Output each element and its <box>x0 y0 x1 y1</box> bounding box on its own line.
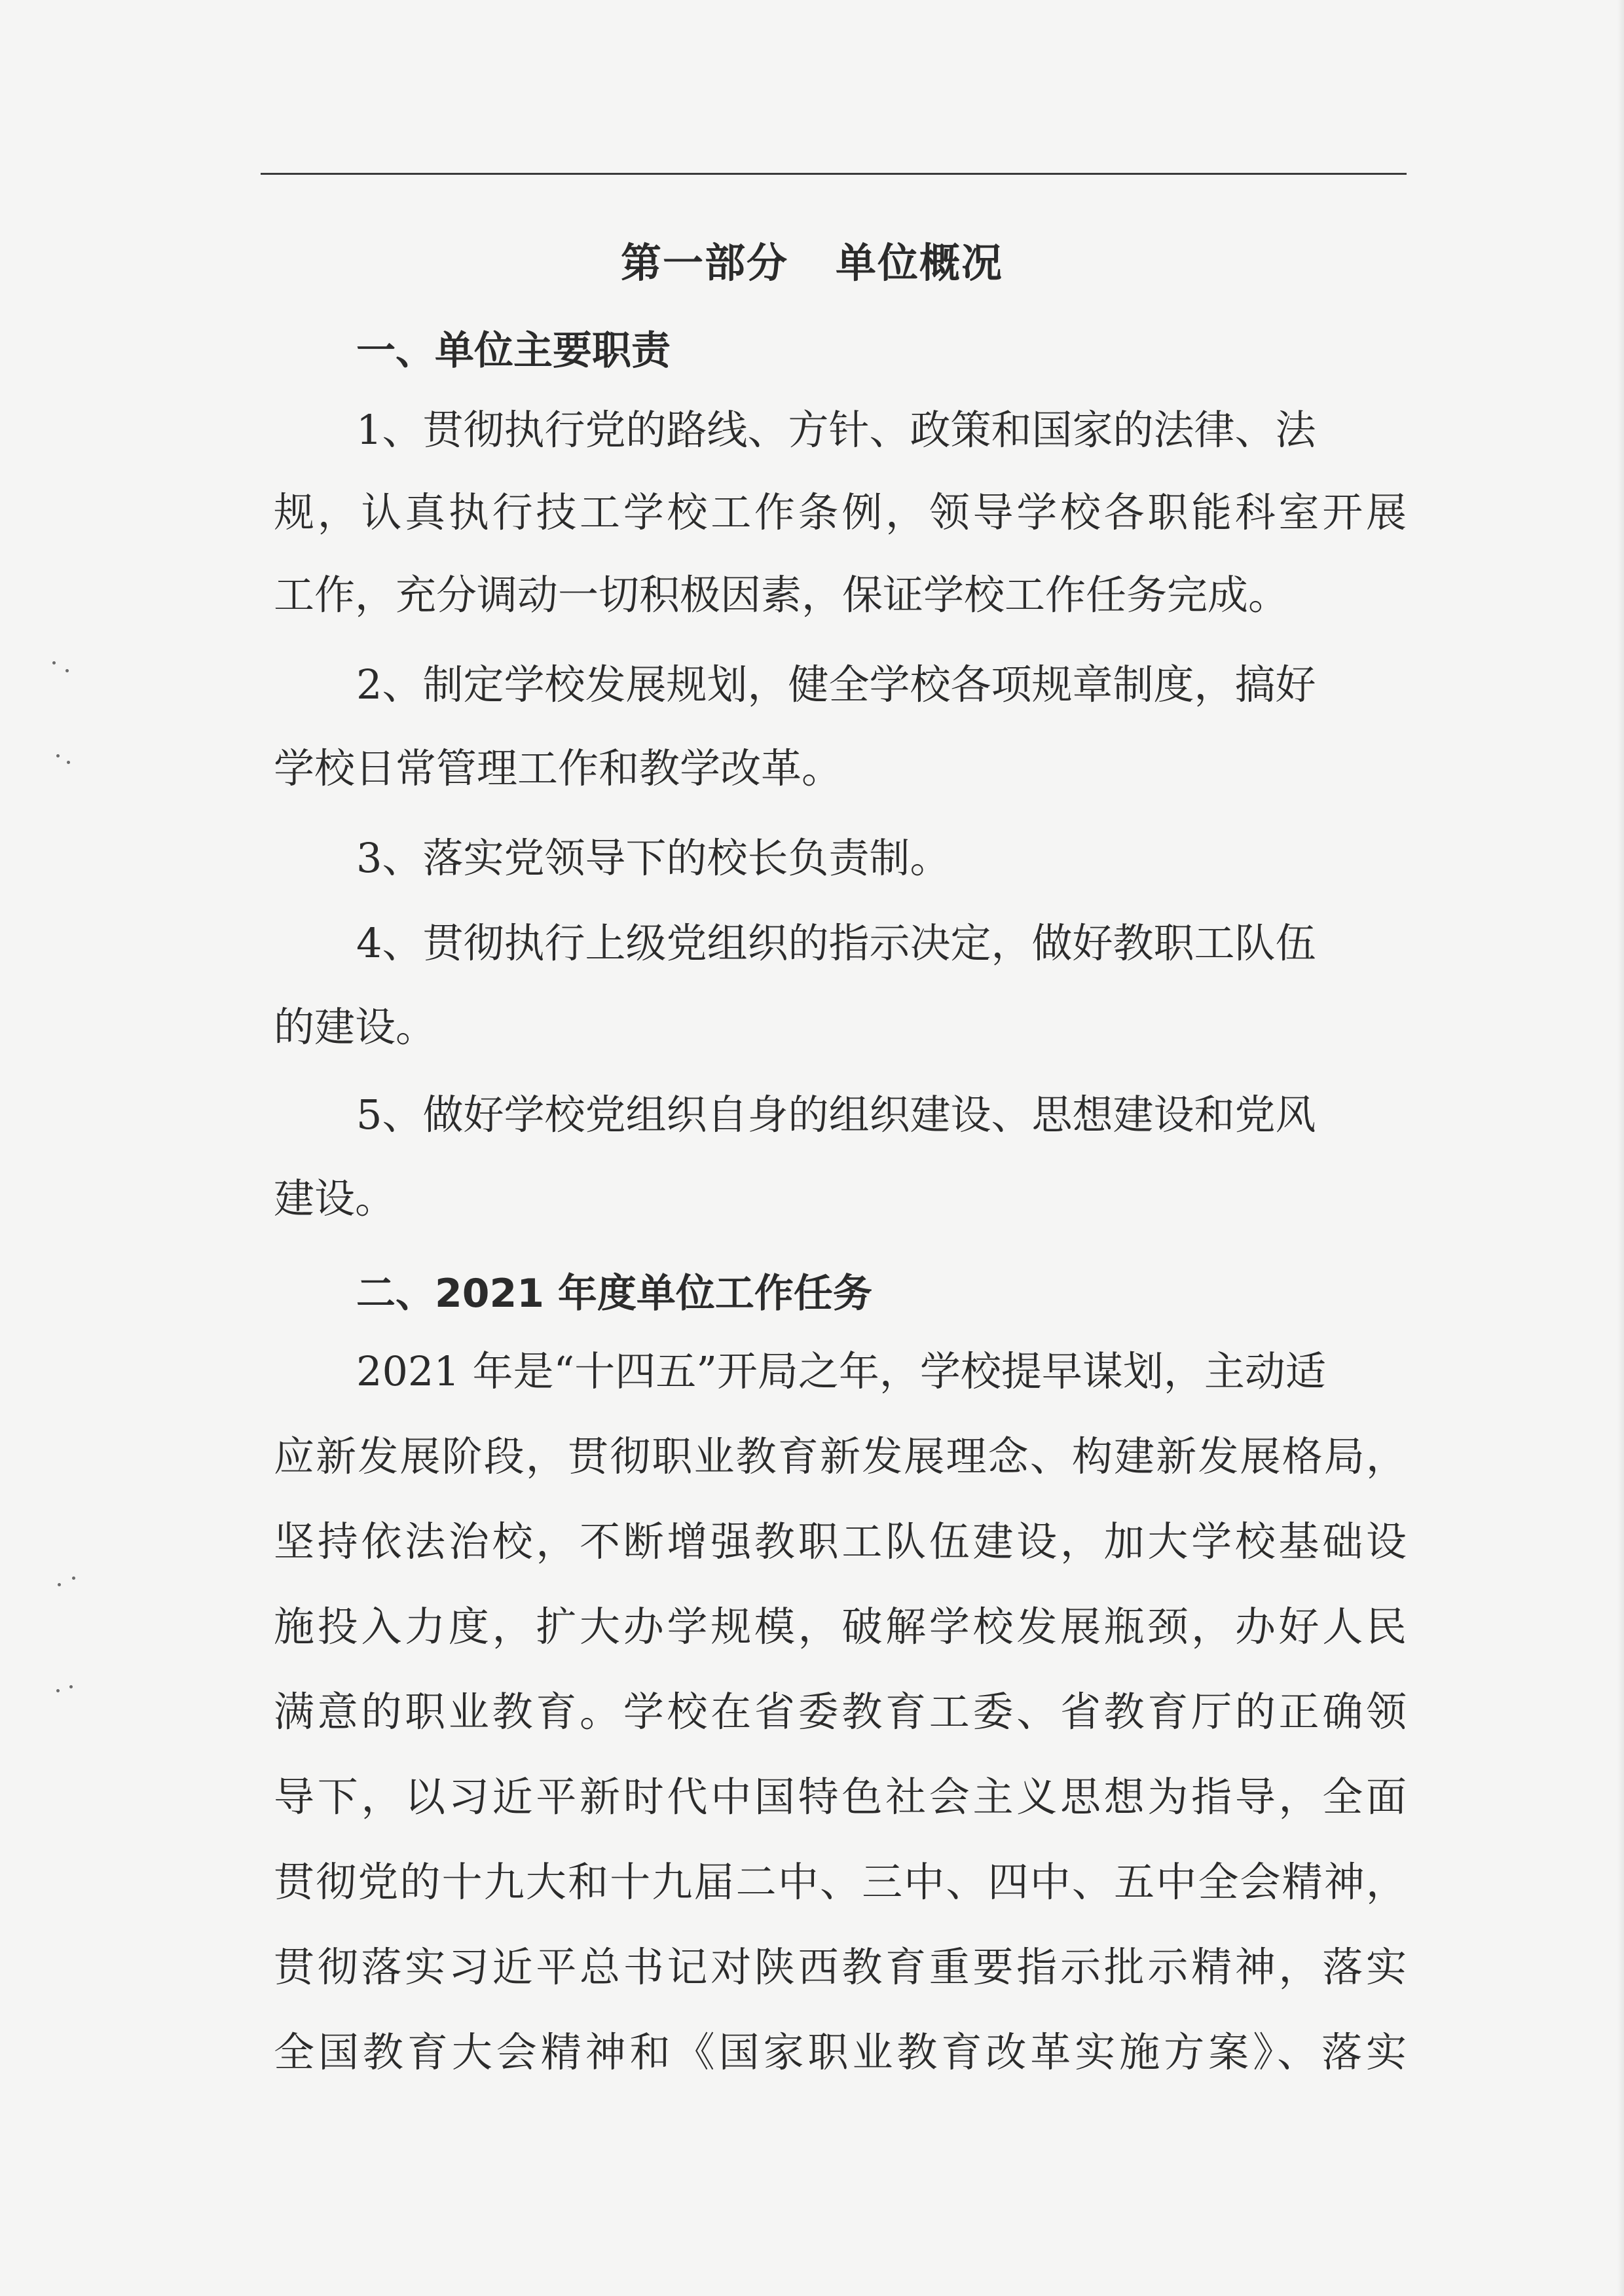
duty-item-3-line-1: 3、落实党领导下的校长负责制。 <box>356 834 951 882</box>
duty-item-2-line-1: 2、制定学校发展规划，健全学校各项规章制度，搞好 <box>356 661 1316 708</box>
task-paragraph-line-7: 贯彻党的十九大和十九届二中、三中、四中、五中全会精神， <box>274 1858 1407 1906</box>
duty-item-4-line-2: 的建设。 <box>274 1003 437 1051</box>
task-paragraph-line-9: 全国教育大会精神和《国家职业教育改革实施方案》、落实 <box>274 2028 1407 2076</box>
header-rule <box>261 173 1407 175</box>
task-paragraph-line-8: 贯彻落实习近平总书记对陕西教育重要指示批示精神，落实 <box>274 1943 1407 1991</box>
scan-speck <box>52 661 56 665</box>
scan-speck <box>67 761 70 764</box>
task-paragraph-line-4: 施投入力度，扩大办学规模，破解学校发展瓶颈，办好人民 <box>274 1603 1407 1650</box>
duty-item-5-line-2: 建设。 <box>274 1175 396 1222</box>
section-heading-tasks: 二、2021 年度单位工作任务 <box>356 1271 872 1317</box>
scan-speck <box>65 669 69 672</box>
task-paragraph-line-2: 应新发展阶段，贯彻职业教育新发展理念、构建新发展格局， <box>274 1432 1407 1480</box>
duty-item-4-line-1: 4、贯彻执行上级党组织的指示决定，做好教职工队伍 <box>356 919 1316 967</box>
page-title <box>0 230 1624 289</box>
title-subject: 单位概况 <box>836 239 1004 287</box>
page-edge-shadow <box>1617 0 1624 2296</box>
duty-item-2-line-2: 学校日常管理工作和教学改革。 <box>274 744 843 792</box>
scan-speck <box>56 754 60 757</box>
duty-item-1-line-3: 工作，充分调动一切积极因素，保证学校工作任务完成。 <box>274 571 1289 619</box>
duty-item-5-line-1: 5、做好学校党组织自身的组织建设、思想建设和党风 <box>356 1091 1316 1139</box>
scan-speck <box>72 1576 75 1580</box>
title-part: 第一部分 <box>620 239 788 287</box>
scan-speck <box>69 1685 73 1688</box>
duty-item-1-line-2: 规，认真执行技工学校工作条例，领导学校各职能科室开展 <box>274 488 1407 536</box>
task-paragraph-line-1: 2021 年是“十四五”开局之年，学校提早谋划，主动适 <box>356 1347 1326 1395</box>
task-paragraph-line-6: 导下，以习近平新时代中国特色社会主义思想为指导，全面 <box>274 1773 1407 1821</box>
scan-speck <box>58 1583 61 1586</box>
scan-speck <box>56 1689 60 1692</box>
duty-item-1-line-1: 1、贯彻执行党的路线、方针、政策和国家的法律、法 <box>356 406 1316 454</box>
task-paragraph-line-5: 满意的职业教育。学校在省委教育工委、省教育厅的正确领 <box>274 1688 1407 1736</box>
section-heading-duties: 一、单位主要职责 <box>356 328 671 374</box>
task-paragraph-line-3: 坚持依法治校，不断增强教职工队伍建设，加大学校基础设 <box>274 1518 1407 1565</box>
